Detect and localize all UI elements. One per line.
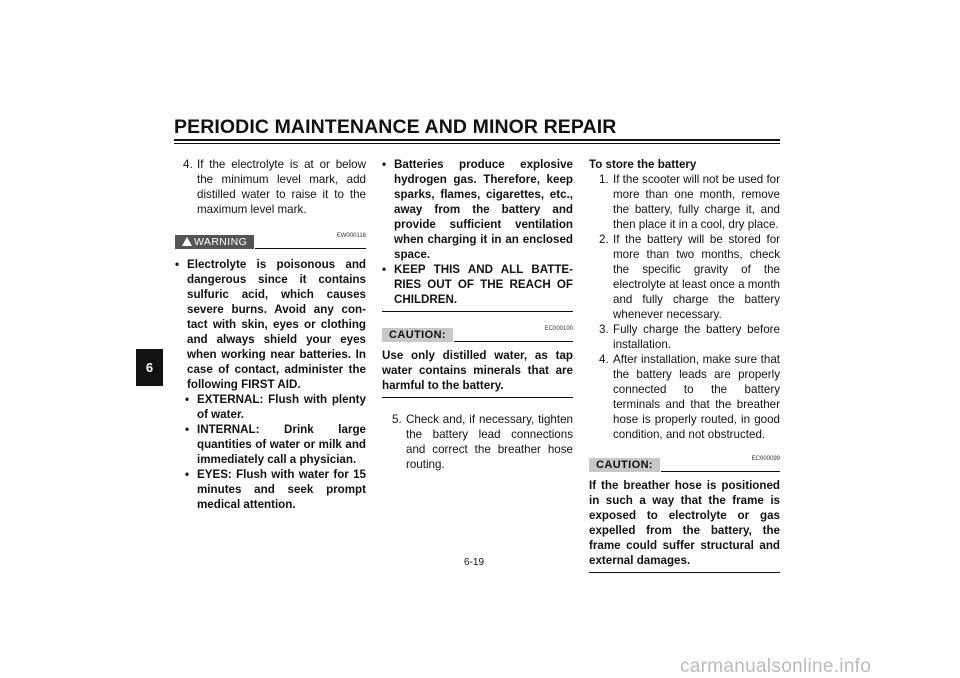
header-rule xyxy=(174,139,780,141)
caution-badge-2: CAUTION: xyxy=(589,458,660,472)
step-number: 4. xyxy=(183,158,193,171)
sub-bullet-text: EYES: Flush with water for 15 minutes and seek prompt medical attention. xyxy=(197,468,366,511)
store-step-3: 3. Fully charge the battery before installation. xyxy=(599,323,780,351)
sub-bullet-eyes: • EYES: Flush with water for 15 minutes and seek prompt medical attention. xyxy=(185,468,366,511)
caution-end-rule xyxy=(382,397,573,398)
bullet-text: Electrolyte is poisonous and dangerous since it contains sulfuric acid, which causes severe burns. Avoid any con-tact with skin, eyes or clothing and always shield your eyes when working near batteries. In case of contact, administer the following FIRST AID. xyxy=(187,258,366,391)
page-number: 6-19 xyxy=(464,557,485,568)
caution-header xyxy=(382,322,573,344)
caution-badge: CAUTION: xyxy=(382,328,453,342)
step-4 xyxy=(183,157,366,217)
section-heading: To store the battery xyxy=(589,158,697,171)
warning-label: WARNING xyxy=(194,236,248,248)
warning-end-rule xyxy=(382,311,573,312)
caution-text: Use only distilled water, as tap water contains minerals that are harmful to the battery. xyxy=(382,349,573,392)
warning-code: EW000116 xyxy=(336,233,366,239)
bullet-children: • KEEP THIS AND ALL BATTE-RIES OUT OF THE REACH OF CHILDREN. xyxy=(382,263,573,306)
store-step-4: 4. After installation, make sure that the battery leads are properly connected to the battery terminals and that the breather hose is properly routed, in good condition, and not obstructed. xyxy=(599,353,780,441)
step-number: 5. xyxy=(392,413,402,426)
step-text: If the electrolyte is at or below the minimum level mark, add distilled water to raise it to the maximum level mark. xyxy=(197,158,366,216)
watermark-text: carmanualsonline.info xyxy=(680,656,872,677)
sub-bullet-external: • EXTERNAL: Flush with plenty of water. xyxy=(185,393,366,421)
bullet-explosive-gas: • Batteries produce explosive hydrogen gas. Therefore, keep sparks, flames, cigarettes, etc., away from the battery and provide sufficient ventilation when charging it in an enclosed space. xyxy=(382,158,573,261)
warning-rule xyxy=(255,248,366,249)
header-rule-thin xyxy=(174,143,780,144)
caution-code: EC000100 xyxy=(544,326,573,332)
step-text: Check and, if necessary, tighten the battery lead connections and correct the breather hose routing. xyxy=(406,413,573,471)
bullet-electrolyte xyxy=(175,257,366,392)
chapter-tab: 6 xyxy=(136,349,163,386)
sub-bullet-internal: • INTERNAL: Drink large quantities of water or milk and immediately call a physician. xyxy=(185,423,366,466)
column-left xyxy=(175,157,366,512)
bullet-dot: • xyxy=(175,258,180,271)
step-5 xyxy=(392,412,573,472)
bullet-text: KEEP THIS AND ALL BATTE-RIES OUT OF THE REACH OF CHILDREN. xyxy=(394,263,573,306)
sub-bullet-text: INTERNAL: Drink large quantities of water or milk and immediately call a physician. xyxy=(197,423,366,466)
store-step-2: 2. If the battery will be stored for more than two months, check the specific gravity of the electrolyte at least once a month and fully charge the battery whenever necessary. xyxy=(599,233,780,321)
caution-end-rule-2 xyxy=(589,572,780,573)
caution-rule-2 xyxy=(661,471,780,472)
caution-header-2 xyxy=(589,452,780,474)
warning-triangle-icon xyxy=(182,237,192,246)
warning-badge xyxy=(175,235,254,249)
page-title: PERIODIC MAINTENANCE AND MINOR REPAIR xyxy=(174,116,617,138)
bullet-text: Batteries produce explosive hydrogen gas. Therefore, keep sparks, flames, cigarettes, etc., away from the battery and provide sufficient ventilation when charging it in an enclosed space. xyxy=(394,158,573,261)
warning-header xyxy=(175,229,366,251)
column-right xyxy=(589,157,780,573)
caution-text-2: If the breather hose is positioned in such a way that the frame is exposed to electrolyte or gas expelled from the battery, the frame could suffer structural and external damages. xyxy=(589,479,780,567)
sub-bullet-text: EXTERNAL: Flush with plenty of water. xyxy=(197,393,366,421)
store-step-1: 1. If the scooter will not be used for more than one month, remove the battery, fully charge it, and then place it in a cool, dry place. xyxy=(599,173,780,231)
caution-rule xyxy=(454,341,573,342)
caution-code-2: EC000099 xyxy=(751,456,780,462)
column-middle xyxy=(382,157,573,472)
